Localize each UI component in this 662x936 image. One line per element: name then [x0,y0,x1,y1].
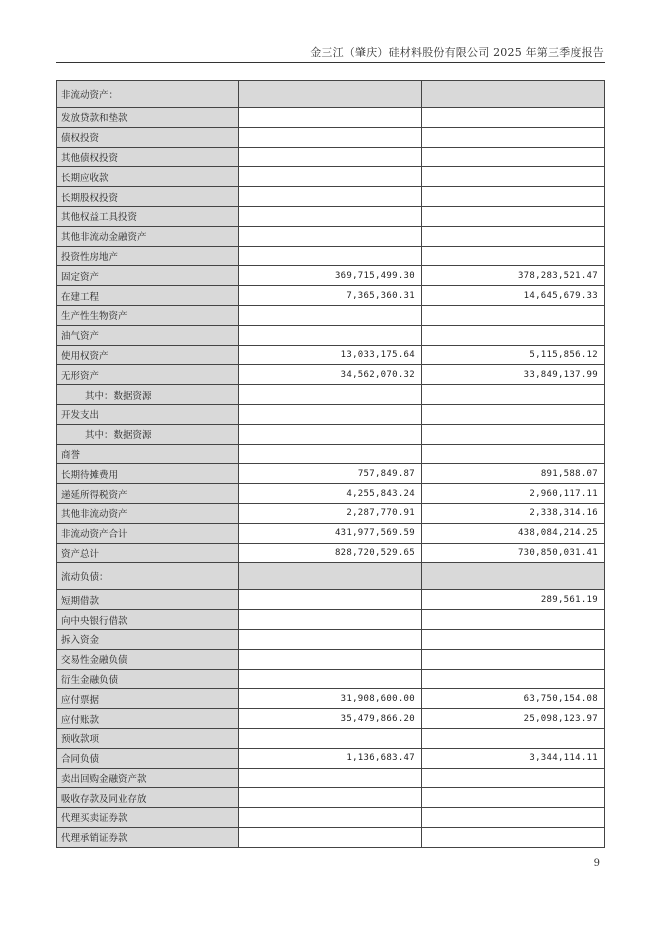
row-label: 无形资产 [57,365,239,385]
table-row [57,503,605,523]
period-end-value [239,226,422,246]
prior-year-end-value [422,127,605,147]
period-end-value: 4,255,843.24 [239,484,422,504]
period-end-value [239,610,422,630]
balance-sheet-table [56,80,605,848]
report-header-title: 金三江（肇庆）硅材料股份有限公司 2025 年第三季度报告 [310,46,604,59]
table-row [57,286,605,306]
row-label: 债权投资 [57,127,239,147]
period-end-value [239,404,422,424]
table-row [57,748,605,768]
table-row [57,464,605,484]
prior-year-end-value: 3,344,114.11 [422,748,605,768]
period-end-value [239,788,422,808]
prior-year-end-value [422,147,605,167]
table-row [57,127,605,147]
period-end-value [239,147,422,167]
table-row [57,808,605,828]
row-label: 非流动资产： [57,81,239,108]
row-label: 长期股权投资 [57,187,239,207]
prior-year-end-value [422,610,605,630]
prior-year-end-value: 289,561.19 [422,590,605,610]
table-row [57,404,605,424]
period-end-value: 431,977,569.59 [239,523,422,543]
prior-year-end-value [422,404,605,424]
period-end-value: 2,287,770.91 [239,503,422,523]
prior-year-end-value [422,563,605,590]
prior-year-end-value [422,629,605,649]
prior-year-end-value [422,728,605,748]
row-label: 其他非流动金融资产 [57,226,239,246]
period-end-value [239,669,422,689]
row-label: 递延所得税资产 [57,484,239,504]
period-end-value: 757,849.87 [239,464,422,484]
row-label: 应付账款 [57,709,239,729]
table-row [57,345,605,365]
table-row [57,523,605,543]
table-row [57,325,605,345]
period-end-value: 828,720,529.65 [239,543,422,563]
period-end-value: 369,715,499.30 [239,266,422,286]
prior-year-end-value: 5,115,856.12 [422,345,605,365]
period-end-value [239,590,422,610]
row-label: 投资性房地产 [57,246,239,266]
table-row [57,365,605,385]
row-label: 其他权益工具投资 [57,206,239,226]
prior-year-end-value: 25,098,123.97 [422,709,605,729]
row-label: 吸收存款及同业存放 [57,788,239,808]
table-row [57,444,605,464]
row-label: 短期借款 [57,590,239,610]
prior-year-end-value [422,246,605,266]
row-label: 合同负债 [57,748,239,768]
period-end-value [239,424,422,444]
period-end-value [239,325,422,345]
prior-year-end-value [422,669,605,689]
row-label: 油气资产 [57,325,239,345]
period-end-value [239,206,422,226]
header-divider [56,62,605,63]
table-row [57,610,605,630]
period-end-value [239,305,422,325]
prior-year-end-value: 378,283,521.47 [422,266,605,286]
prior-year-end-value: 2,960,117.11 [422,484,605,504]
row-label: 资产总计 [57,543,239,563]
row-label: 使用权资产 [57,345,239,365]
prior-year-end-value [422,444,605,464]
row-label: 其中：数据资源 [57,424,239,444]
period-end-value [239,649,422,669]
table-row [57,246,605,266]
table-row [57,728,605,748]
table-row [57,484,605,504]
row-label: 其他非流动资产 [57,503,239,523]
row-label: 交易性金融负债 [57,649,239,669]
prior-year-end-value [422,424,605,444]
table-row [57,788,605,808]
row-label: 商誉 [57,444,239,464]
period-end-value [239,563,422,590]
page-number: 9 [593,858,600,869]
table-row [57,543,605,563]
row-label: 代理承销证券款 [57,827,239,847]
prior-year-end-value [422,385,605,405]
period-end-value: 7,365,360.31 [239,286,422,306]
period-end-value [239,187,422,207]
table-row [57,147,605,167]
table-row [57,226,605,246]
prior-year-end-value: 14,645,679.33 [422,286,605,306]
prior-year-end-value [422,108,605,128]
period-end-value: 13,033,175.64 [239,345,422,365]
table-row [57,649,605,669]
row-label: 长期待摊费用 [57,464,239,484]
period-end-value [239,629,422,649]
table-row [57,768,605,788]
period-end-value [239,728,422,748]
table-row [57,563,605,590]
period-end-value [239,246,422,266]
row-label: 在建工程 [57,286,239,306]
prior-year-end-value [422,187,605,207]
table-row [57,81,605,108]
table-row [57,206,605,226]
row-label: 非流动资产合计 [57,523,239,543]
row-label: 长期应收款 [57,167,239,187]
prior-year-end-value: 438,084,214.25 [422,523,605,543]
prior-year-end-value: 730,850,031.41 [422,543,605,563]
table-row [57,424,605,444]
period-end-value: 1,136,683.47 [239,748,422,768]
prior-year-end-value [422,206,605,226]
prior-year-end-value [422,827,605,847]
table-row [57,629,605,649]
table-row [57,689,605,709]
period-end-value: 34,562,070.32 [239,365,422,385]
prior-year-end-value [422,81,605,108]
row-label: 向中央银行借款 [57,610,239,630]
period-end-value [239,827,422,847]
row-label: 拆入资金 [57,629,239,649]
period-end-value [239,808,422,828]
prior-year-end-value [422,167,605,187]
row-label: 固定资产 [57,266,239,286]
prior-year-end-value: 891,588.07 [422,464,605,484]
period-end-value [239,127,422,147]
prior-year-end-value [422,325,605,345]
prior-year-end-value [422,768,605,788]
table-row [57,167,605,187]
row-label: 其他债权投资 [57,147,239,167]
period-end-value: 31,908,600.00 [239,689,422,709]
row-label: 代理买卖证券款 [57,808,239,828]
period-end-value [239,167,422,187]
period-end-value: 35,479,866.20 [239,709,422,729]
table-row [57,385,605,405]
period-end-value [239,108,422,128]
row-label: 开发支出 [57,404,239,424]
table-row [57,590,605,610]
row-label: 卖出回购金融资产款 [57,768,239,788]
prior-year-end-value: 2,338,314.16 [422,503,605,523]
row-label: 应付票据 [57,689,239,709]
row-label: 衍生金融负债 [57,669,239,689]
prior-year-end-value [422,808,605,828]
period-end-value [239,444,422,464]
prior-year-end-value [422,649,605,669]
prior-year-end-value [422,305,605,325]
prior-year-end-value [422,788,605,808]
table-row [57,108,605,128]
row-label: 流动负债： [57,563,239,590]
table-row [57,827,605,847]
table-row [57,266,605,286]
prior-year-end-value: 63,750,154.08 [422,689,605,709]
prior-year-end-value [422,226,605,246]
period-end-value [239,768,422,788]
table-row [57,709,605,729]
period-end-value [239,385,422,405]
table-row [57,187,605,207]
table-row [57,305,605,325]
row-label: 预收款项 [57,728,239,748]
table-row [57,669,605,689]
period-end-value [239,81,422,108]
prior-year-end-value: 33,849,137.99 [422,365,605,385]
row-label: 其中：数据资源 [57,385,239,405]
row-label: 发放贷款和垫款 [57,108,239,128]
row-label: 生产性生物资产 [57,305,239,325]
